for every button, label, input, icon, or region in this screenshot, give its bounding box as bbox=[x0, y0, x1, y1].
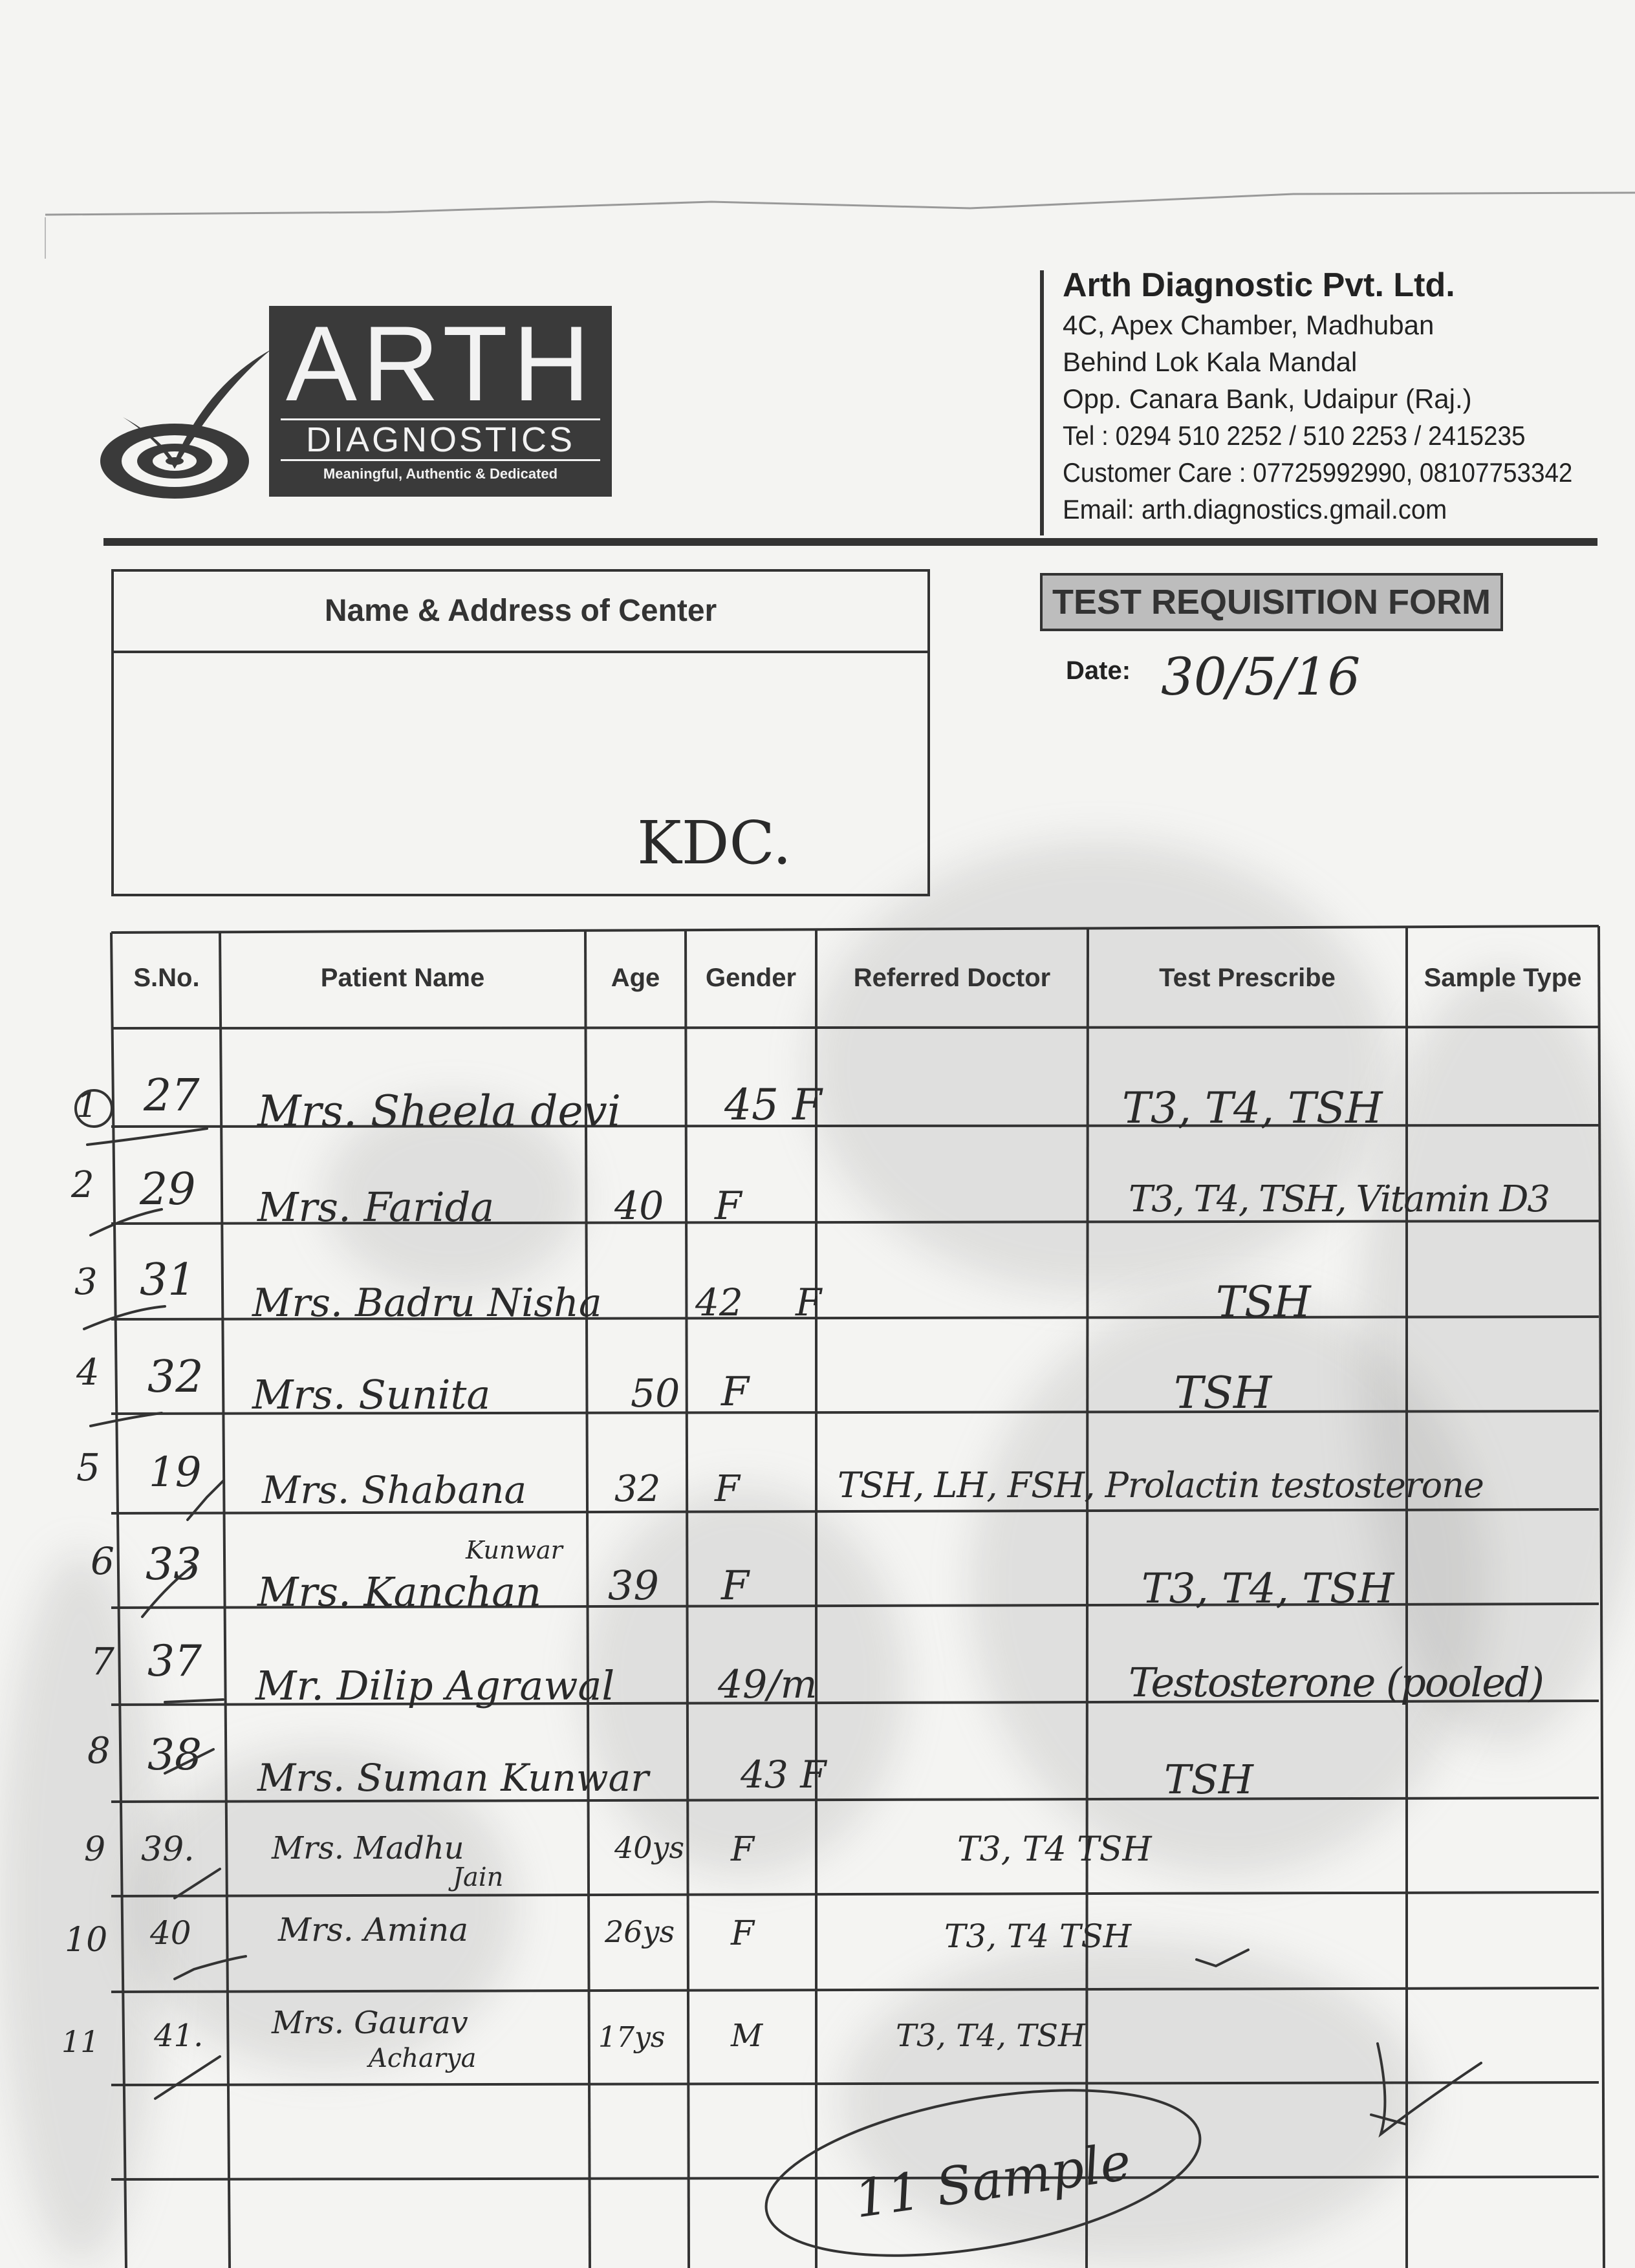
test-cell: T3, T4 TSH bbox=[944, 1917, 1132, 1955]
sno-cell: 40 bbox=[150, 1914, 191, 1952]
column-header-sample-type: Sample Type bbox=[1424, 964, 1582, 992]
column-header-referred-doctor: Referred Doctor bbox=[853, 964, 1051, 992]
age-cell: 42 bbox=[695, 1280, 743, 1324]
logo-subtitle: DIAGNOSTICS bbox=[281, 418, 600, 461]
age-cell: 17ys bbox=[598, 2021, 666, 2054]
patient-name-cell: Mrs. Farida bbox=[257, 1183, 495, 1231]
age-cell: 32 bbox=[614, 1468, 661, 1510]
test-cell: T3, T4, TSH bbox=[1122, 1083, 1383, 1133]
row-index: 8 bbox=[87, 1730, 111, 1772]
row-index: 11 bbox=[61, 2024, 100, 2059]
row-index: 2 bbox=[71, 1164, 94, 1206]
gender-cell: F bbox=[715, 1468, 740, 1510]
age-cell: 40ys bbox=[614, 1830, 685, 1865]
gender-cell: 49/m bbox=[718, 1662, 817, 1707]
age-cell: 26ys bbox=[605, 1914, 675, 1949]
test-cell: TSH bbox=[1174, 1368, 1272, 1419]
test-cell: T3, T4, TSH, Vitamin D3 bbox=[1129, 1178, 1549, 1220]
patient-name-cell: Mrs. Sunita bbox=[252, 1371, 491, 1418]
test-cell: Testosterone (pooled) bbox=[1129, 1659, 1543, 1706]
row-index: 5 bbox=[76, 1445, 100, 1489]
patient-name-cell: Mrs. Shabana bbox=[262, 1468, 527, 1512]
column-header-gender: Gender bbox=[705, 964, 797, 992]
sno-cell: 32 bbox=[147, 1352, 204, 1403]
form-title: TEST REQUISITION FORM bbox=[1040, 573, 1503, 631]
gender-cell: F bbox=[721, 1562, 750, 1609]
patient-name-cell: Mr. Dilip Agrawal bbox=[255, 1662, 615, 1709]
row-index: 1 bbox=[76, 1086, 98, 1125]
gender-cell: M bbox=[731, 2018, 763, 2054]
company-address-line: 4C, Apex Chamber, Madhuban bbox=[1063, 310, 1435, 340]
patient-name-cell: Mrs. Gaurav bbox=[272, 2005, 468, 2041]
row-index: 3 bbox=[74, 1261, 98, 1303]
logo-tagline: Meaningful, Authentic & Dedicated bbox=[323, 466, 558, 482]
company-address-line: Behind Lok Kala Mandal bbox=[1063, 347, 1358, 377]
test-cell: T3, T4, TSH bbox=[1142, 1565, 1394, 1613]
sno-cell: 33 bbox=[146, 1539, 202, 1590]
company-phone: Tel : 0294 510 2252 / 510 2253 / 2415235 bbox=[1063, 420, 1526, 451]
center-heading: Name & Address of Center bbox=[114, 572, 927, 653]
referred-doctor-cell: TSH, LH, FSH, Prolactin testosterone bbox=[838, 1465, 1484, 1506]
date-value: 30/5/16 bbox=[1161, 647, 1361, 707]
logo-title: ARTH bbox=[285, 304, 596, 423]
patient-name-cell: Mrs. Madhu bbox=[272, 1830, 464, 1866]
gender-cell: F bbox=[796, 1280, 822, 1324]
sample-count-note: 11 Sample bbox=[850, 2131, 1135, 2230]
sno-cell: 27 bbox=[144, 1070, 200, 1121]
column-header-patient-name: Patient Name bbox=[320, 964, 485, 992]
column-header-test-prescribe: Test Prescribe bbox=[1159, 964, 1336, 992]
row-index: 7 bbox=[91, 1639, 114, 1683]
sno-cell: 41. bbox=[154, 2018, 204, 2054]
row-index: 6 bbox=[91, 1539, 114, 1583]
company-customer-care: Customer Care : 07725992990, 08107753342 bbox=[1063, 457, 1573, 488]
gender-cell: 43 F bbox=[741, 1753, 827, 1797]
date-label: Date: bbox=[1066, 656, 1131, 685]
company-email: Email: arth.diagnostics.gmail.com bbox=[1063, 494, 1447, 524]
sno-cell: 19 bbox=[149, 1449, 202, 1496]
sno-cell: 39. bbox=[141, 1830, 195, 1869]
column-header-sno: S.No. bbox=[133, 964, 200, 992]
sno-cell: 38 bbox=[147, 1730, 202, 1780]
row-index: 9 bbox=[84, 1830, 106, 1869]
row-index: 4 bbox=[76, 1352, 100, 1394]
test-cell: T3, T4 TSH bbox=[957, 1830, 1152, 1869]
test-cell: T3, T4, TSH bbox=[896, 2018, 1085, 2054]
age-cell: 40 bbox=[614, 1183, 664, 1229]
gender-cell: F bbox=[731, 1914, 755, 1953]
test-cell: TSH bbox=[1164, 1756, 1253, 1803]
column-header-age: Age bbox=[611, 964, 660, 992]
sno-cell: 29 bbox=[140, 1164, 196, 1215]
company-name: Arth Diagnostic Pvt. Ltd. bbox=[1063, 266, 1455, 304]
gender-cell: F bbox=[731, 1830, 755, 1869]
row-index: 10 bbox=[65, 1921, 108, 1960]
patient-name-cell: Mrs. Kanchan bbox=[257, 1568, 542, 1615]
gender-cell: 45 F bbox=[724, 1080, 822, 1130]
patient-name-cell: Mrs. Sheela devi bbox=[257, 1086, 621, 1136]
sno-cell: 31 bbox=[140, 1255, 196, 1306]
company-address-line: Opp. Canara Bank, Udaipur (Raj.) bbox=[1063, 383, 1472, 414]
patient-name-cell: Mrs. Suman Kunwar bbox=[257, 1756, 649, 1800]
test-cell: TSH bbox=[1216, 1277, 1311, 1327]
patient-name-cell: Mrs. Amina bbox=[278, 1911, 469, 1949]
age-cell: 50 bbox=[631, 1371, 680, 1416]
sno-cell: 37 bbox=[147, 1636, 202, 1686]
gender-cell: F bbox=[715, 1183, 742, 1229]
patient-name-note: Jain bbox=[453, 1863, 504, 1892]
center-value: KDC. bbox=[637, 808, 792, 878]
patient-name-note: Acharya bbox=[369, 2044, 477, 2073]
gender-cell: F bbox=[721, 1368, 750, 1415]
age-cell: 39 bbox=[608, 1562, 659, 1609]
patient-name-cell: Mrs. Badru Nisha bbox=[252, 1280, 602, 1326]
patient-name-note: Kunwar bbox=[466, 1536, 563, 1564]
